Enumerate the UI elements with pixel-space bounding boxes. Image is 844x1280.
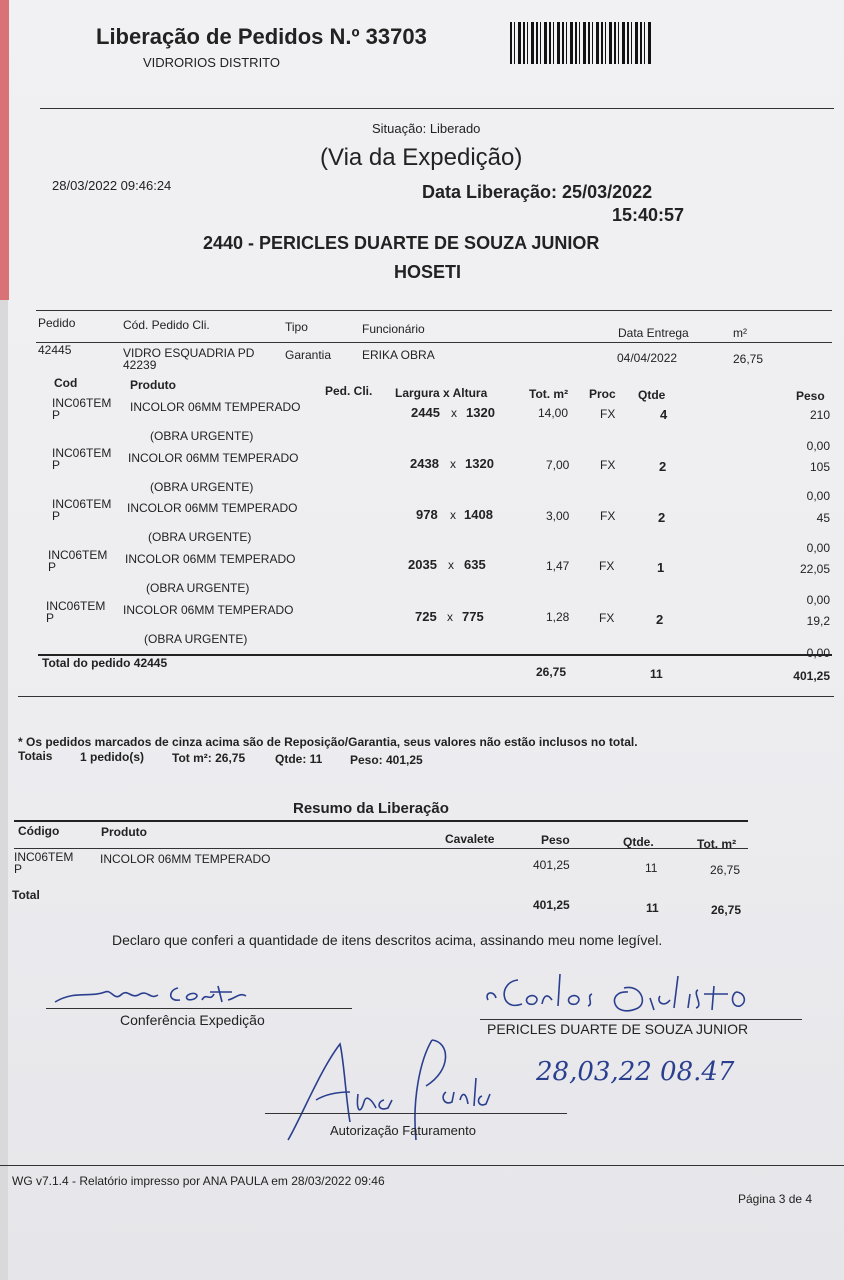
item-qtde: 2 <box>659 459 667 474</box>
item-largura: 2438 <box>410 456 439 471</box>
item-proc: FX <box>600 407 616 421</box>
order-m2: 26,75 <box>733 352 764 366</box>
item-obs: (OBRA URGENTE) <box>150 480 254 494</box>
order-cod-pedido-cli-2: 42239 <box>123 358 157 372</box>
item-produto: INCOLOR 06MM TEMPERADO <box>125 552 296 566</box>
order-funcionario: ERIKA OBRA <box>362 348 435 362</box>
cliente-signature-name: PERICLES DUARTE DE SOUZA JUNIOR <box>487 1021 749 1037</box>
order-data-entrega: 04/04/2022 <box>617 351 678 365</box>
col-largura-altura: Largura x Altura <box>395 386 488 400</box>
item-obs: (OBRA URGENTE) <box>144 632 248 646</box>
barcode <box>510 22 652 64</box>
order-total-m2: 26,75 <box>536 665 567 679</box>
conferencia-signature-line <box>46 1008 352 1009</box>
item-produto: INCOLOR 06MM TEMPERADO <box>123 603 294 617</box>
item-tot-m2: 14,00 <box>538 406 569 420</box>
resumo-col-qtde: Qtde. <box>623 835 654 849</box>
item-cod-suffix: P <box>46 611 55 625</box>
order-pedido: 42445 <box>38 343 72 357</box>
obra-name: HOSETI <box>394 262 462 282</box>
resumo-total-tot-m2: 26,75 <box>711 903 742 917</box>
col-pedido: Pedido <box>38 316 76 330</box>
conferencia-signature <box>50 980 270 1010</box>
autorizacao-label: Autorização Faturamento <box>330 1123 476 1138</box>
totais-pedidos: 1 pedido(s) <box>80 750 145 764</box>
item-cod: INC06TEM <box>52 446 112 460</box>
item-peso: 22,05 <box>799 562 830 576</box>
item-proc: FX <box>600 509 616 523</box>
page-number: Página 3 de 4 <box>738 1192 813 1206</box>
resumo-row-codigo: INC06TEM <box>14 850 74 864</box>
item-proc: FX <box>599 559 615 573</box>
item-cod: INC06TEM <box>52 497 112 511</box>
resumo-row-codigo-suffix: P <box>14 862 23 876</box>
handwritten-date: 28,03,22 08.47 <box>536 1057 735 1087</box>
item-cod: INC06TEM <box>46 599 106 613</box>
item-tot-m2: 1,47 <box>546 559 570 573</box>
item-qtde: 1 <box>657 560 665 575</box>
reposicao-note: * Os pedidos marcados de cinza acima são de Reposição/Garantia, seus valores não estão inclusos no total. <box>18 735 638 749</box>
item-x: x <box>447 610 453 624</box>
item-altura: 1320 <box>466 405 495 420</box>
order-cod-pedido-cli: VIDRO ESQUADRIA PD <box>123 346 255 360</box>
item-peso: 19,2 <box>806 614 830 628</box>
header-divider <box>40 108 834 109</box>
col-produto: Produto <box>130 378 176 392</box>
item-cod-suffix: P <box>52 408 61 422</box>
resumo-col-tot-m2: Tot. m² <box>697 837 737 851</box>
resumo-total-peso: 401,25 <box>533 898 570 912</box>
col-data-entrega: Data Entrega <box>618 326 689 340</box>
resumo-col-peso: Peso <box>541 833 570 847</box>
item-x: x <box>448 558 454 572</box>
item-produto: INCOLOR 06MM TEMPERADO <box>127 501 298 515</box>
item-cod-suffix: P <box>52 458 61 472</box>
resumo-col-cavalete: Cavalete <box>445 832 495 846</box>
col-funcionario: Funcionário <box>362 322 425 336</box>
resumo-row-produto: INCOLOR 06MM TEMPERADO <box>100 852 271 866</box>
item-altura: 635 <box>464 557 486 572</box>
order-header-line <box>36 342 832 343</box>
item-tot-m2: 7,00 <box>546 458 570 472</box>
resumo-total-qtde: 11 <box>646 901 659 915</box>
item-qtde: 2 <box>656 612 664 627</box>
order-tipo: Garantia <box>285 348 332 362</box>
item-cod-suffix: P <box>52 509 61 523</box>
via-label: (Via da Expedição) <box>320 144 523 171</box>
autorizacao-signature-line <box>265 1113 567 1114</box>
item-obs: (OBRA URGENTE) <box>150 429 254 443</box>
printed-by: WG v7.1.4 - Relatório impresso por ANA PAULA em 28/03/2022 09:46 <box>12 1174 385 1188</box>
item-cod: INC06TEM <box>52 396 112 410</box>
col-qtde: Qtde <box>638 388 666 402</box>
col-proc: Proc <box>589 387 616 401</box>
item-qtde: 2 <box>658 510 666 525</box>
order-total-qtde: 11 <box>650 667 663 681</box>
resumo-total-label: Total <box>12 888 40 902</box>
item-peso: 210 <box>809 408 830 422</box>
col-tot-m2: Tot. m² <box>529 387 569 401</box>
col-tipo: Tipo <box>285 320 308 334</box>
totais-peso: Peso: 401,25 <box>350 753 423 767</box>
footer-line <box>0 1165 844 1166</box>
order-total-peso: 401,25 <box>793 669 830 683</box>
item-tot-m2: 3,00 <box>546 509 570 523</box>
item-x: x <box>451 406 457 420</box>
item-extra: 0,00 <box>806 541 830 555</box>
print-datetime: 28/03/2022 09:46:24 <box>52 178 172 193</box>
totais-m2: Tot m²: 26,75 <box>172 751 246 765</box>
item-extra: 0,00 <box>806 439 830 453</box>
resumo-row-tot-m2: 26,75 <box>710 863 741 877</box>
resumo-col-codigo: Código <box>18 824 60 838</box>
item-extra: 0,00 <box>806 646 830 660</box>
item-cod: INC06TEM <box>48 548 108 562</box>
item-largura: 2445 <box>411 405 440 420</box>
item-obs: (OBRA URGENTE) <box>146 581 250 595</box>
item-extra: 0,00 <box>806 593 830 607</box>
item-obs: (OBRA URGENTE) <box>148 530 252 544</box>
resumo-top-line <box>14 820 748 822</box>
totais-qtde: Qtde: 11 <box>275 752 323 766</box>
declaration-text: Declaro que conferi a quantidade de itens descritos acima, assinando meu nome legível. <box>112 932 663 948</box>
item-altura: 775 <box>462 609 484 624</box>
item-produto: INCOLOR 06MM TEMPERADO <box>128 451 299 465</box>
item-altura: 1408 <box>464 507 493 522</box>
hora-liberacao: 15:40:57 <box>612 205 685 225</box>
col-cod-pedido-cli: Cód. Pedido Cli. <box>123 318 210 332</box>
cliente-signature-line <box>480 1019 802 1020</box>
item-tot-m2: 1,28 <box>546 610 570 624</box>
conferencia-label: Conferência Expedição <box>120 1012 265 1028</box>
resumo-row-qtde: 11 <box>645 861 658 875</box>
item-largura: 2035 <box>408 557 437 572</box>
company-name: VIDRORIOS DISTRITO <box>143 55 280 70</box>
item-x: x <box>450 508 456 522</box>
order-end-line <box>18 696 834 697</box>
resumo-header-line <box>14 848 748 849</box>
item-cod-suffix: P <box>48 560 57 574</box>
order-total-label: Total do pedido 42445 <box>42 656 168 670</box>
situacao-status: Situação: Liberado <box>372 121 481 136</box>
item-peso: 105 <box>809 460 830 474</box>
resumo-title: Resumo da Liberação <box>293 800 449 817</box>
item-proc: FX <box>600 458 616 472</box>
cliente-name: 2440 - PERICLES DUARTE DE SOUZA JUNIOR <box>203 233 600 253</box>
item-largura: 978 <box>416 507 438 522</box>
resumo-row-peso: 401,25 <box>533 858 570 872</box>
red-edge-band <box>0 0 9 300</box>
item-extra: 0,00 <box>806 489 830 503</box>
order-table-top-line <box>36 310 832 311</box>
data-liberacao: Data Liberação: 25/03/2022 <box>422 182 653 202</box>
item-proc: FX <box>599 611 615 625</box>
item-largura: 725 <box>415 609 437 624</box>
totais-label: Totais <box>18 749 53 763</box>
resumo-col-produto: Produto <box>101 825 147 839</box>
item-qtde: 4 <box>660 407 668 422</box>
document-title: Liberação de Pedidos N.º 33703 <box>96 24 427 49</box>
col-peso: Peso <box>796 389 825 403</box>
item-altura: 1320 <box>465 456 494 471</box>
col-cod: Cod <box>54 376 78 390</box>
item-peso: 45 <box>816 511 830 525</box>
col-ped-cli: Ped. Cli. <box>325 384 373 398</box>
item-x: x <box>450 457 456 471</box>
item-produto: INCOLOR 06MM TEMPERADO <box>130 400 301 414</box>
col-m2: m² <box>733 326 747 340</box>
